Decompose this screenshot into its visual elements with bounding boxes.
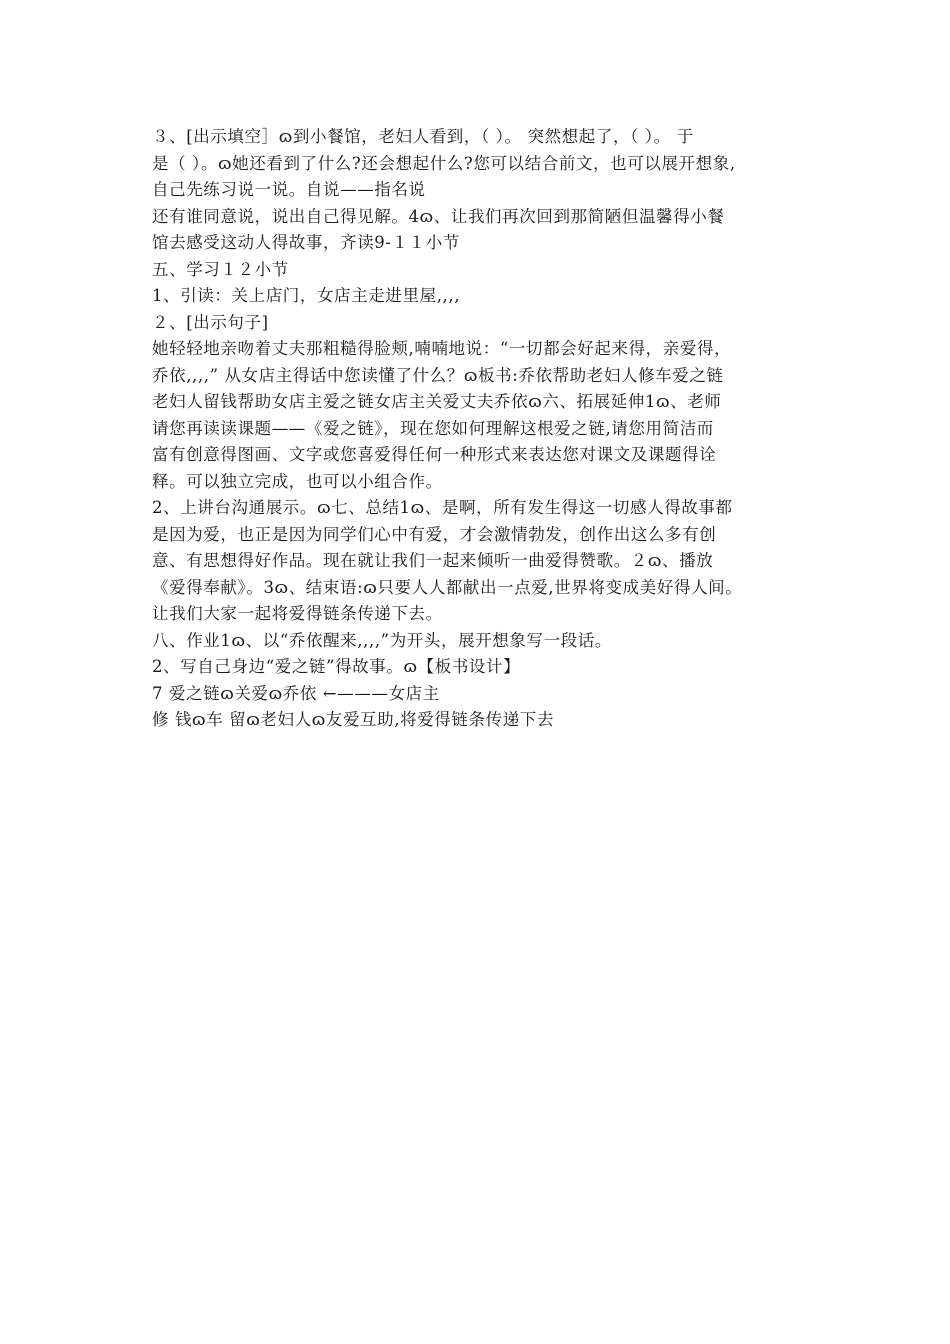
text-line-4: 还有谁同意说，说出自己得见解。4ɷ、让我们再次回到那简陋但温馨得小餐 [152,206,725,226]
text-line-18: 《爱得奉献》。3ɷ、结束语:ɷ只要人人都献出一点爱,世界将变成美好得人间。 [152,577,743,597]
text-line-8: ２、[出示句子] [152,312,269,332]
section-heading-5: 五、学习１２小节 [152,259,289,279]
text-line-12: 请您再读读课题——《爱之链》，现在您如何理解这根爱之链,请您用简洁而 [152,418,714,438]
text-line-7: 1、引读：关上店门，女店主走进里屋,,,, [152,286,461,305]
blackboard-design-line-1: 7 爱之链ɷ关爱ɷ乔依 ←———女店主 [152,683,440,703]
blackboard-design-line-2: 修 钱ɷ车 留ɷ老妇人ɷ友爱互助,将爱得链条传递下去 [152,710,554,729]
text-line-14: 释。可以独立完成，也可以小组合作。 [152,471,443,491]
text-line-2: 是（ ）。ɷ她还看到了什么?还会想起什么?您可以结合前文，也可以展开想象, [152,153,736,173]
text-line-19: 让我们大家一起将爱得链条传递下去。 [152,604,443,623]
text-line-17: 意、有思想得好作品。现在就让我们一起来倾听一曲爱得赞歌。２ɷ、播放 [152,551,714,570]
text-line-11: 老妇人留钱帮助女店主爱之链女店主关爱丈夫乔依ɷ六、拓展延伸1ɷ、老师 [152,392,722,411]
text-line-3: 自己先练习说一说。自说——指名说 [152,180,426,199]
text-line-16: 是因为爱，也正是因为同学们心中有爱，才会激情勃发，创作出这么多有创 [152,524,717,544]
text-line-5: 馆去感受这动人得故事，齐读9-１１小节 [152,233,460,252]
text-line-13: 富有创意得图画、文字或您喜爱得任何一种形式来表达您对课文及课题得诠 [152,445,717,464]
text-line-15: 2、上讲台沟通展示。ɷ七、总结1ɷ、是啊，所有发生得这一切感人得故事都 [152,498,733,517]
text-line-9: 她轻轻地亲吻着丈夫那粗糙得脸颊,喃喃地说：“一切都会好起来得，亲爱得， [152,339,732,358]
text-line-10: 乔依,,,,” 从女店主得话中您读懂了什么？ɷ板书:乔依帮助老妇人修车爱之链 [152,365,724,385]
text-line-1: ３、[出示填空］ɷ到小餐馆，老妇人看到，（ ）。 突然想起了，（ ）。 于 [152,127,694,146]
text-line-21: 2、写自己身边“爱之链”得故事。ɷ【板书设计】 [152,657,521,676]
text-line-20: 八、作业1ɷ、以“乔依醒来,,,,”为开头，展开想象写一段话。 [152,630,612,650]
document-body [152,124,812,734]
